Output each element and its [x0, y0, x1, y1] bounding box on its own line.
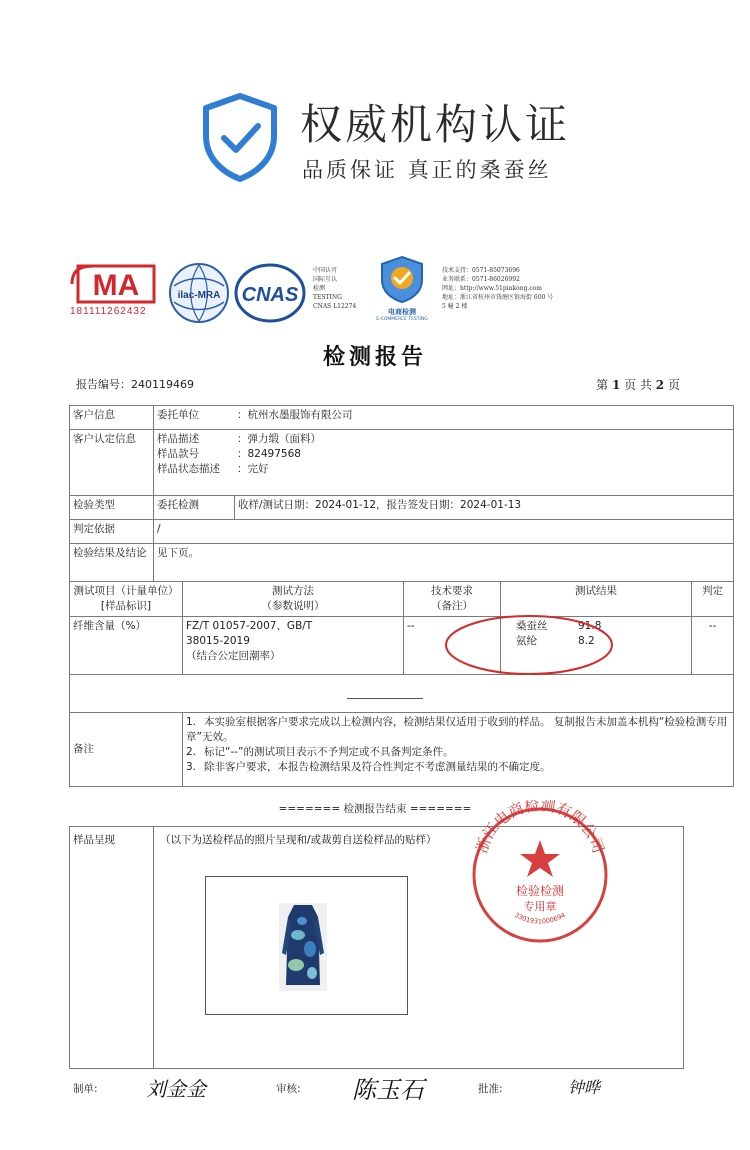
ecommerce-name: 电商检测 — [388, 308, 416, 316]
remark-number: 3. — [186, 761, 197, 773]
page-text: 页 — [667, 378, 680, 392]
cma-number: 181111262432 — [70, 306, 147, 317]
ecommerce-en: E-COMMERCE TESTING — [376, 317, 428, 322]
svg-text:3301931000694 — [513, 911, 566, 925]
separator-line — [347, 698, 423, 699]
row-judge: -- — [692, 617, 734, 675]
official-seal-stamp — [465, 800, 615, 950]
dates-value: 收样/测试日期：2024-01-12，报告签发日期：2024-01-13 — [235, 496, 734, 520]
row-method-note: （结合公定回潮率） — [186, 650, 281, 662]
cma-logo — [70, 262, 162, 306]
cnas-text-line: CNAS L12274 — [313, 303, 357, 310]
report-title: 检测报告 — [322, 344, 427, 370]
row-method-cell — [183, 617, 404, 675]
sample-state-value: ：完好 — [237, 463, 269, 475]
result-name: 氨纶 — [516, 635, 537, 647]
remark-text: 标记“--”的测试项目表示不予判定或不具备判定条件。 — [204, 746, 454, 758]
sample-dress-photo — [206, 877, 407, 1014]
remark-line — [186, 745, 730, 760]
cnas-accreditation-text — [313, 266, 373, 311]
ilac-mra-logo — [168, 262, 230, 324]
sample-no-label: 样品款号 — [157, 448, 199, 460]
test-type-label: 检验类型 — [70, 496, 154, 520]
page-text: 页 共 — [624, 378, 652, 392]
col-method-title: 测试方法 — [272, 585, 314, 597]
conclusion-label: 检验结果及结论 — [70, 544, 154, 582]
basis-label: 判定依据 — [70, 520, 154, 544]
sample-no-value: ：82497568 — [237, 448, 301, 460]
contact-info — [442, 266, 582, 311]
cnas-text-line: 检测 — [313, 285, 326, 292]
remark-line — [186, 715, 730, 745]
seal-code: 3301931000694 — [513, 911, 567, 926]
client-unit-label: 委托单位 — [157, 409, 199, 421]
cnas-logo — [234, 263, 306, 323]
result-highlight-ellipse — [443, 612, 615, 678]
col-header-method — [183, 582, 404, 617]
client-unit-cell — [154, 406, 734, 430]
sample-divider — [153, 826, 154, 1069]
col-header-item — [70, 582, 183, 617]
seal-org-name: 浙江电商检测有限公司 — [472, 800, 608, 856]
cnas-text-line: 中国认可 — [313, 267, 338, 274]
col-method-sub: （参数说明） — [261, 600, 325, 612]
result-value: 91.8 — [578, 620, 602, 632]
remark-text: 本实验室根据客户要求完成以上检测内容，检测结果仅适用于收到的样品。 复制报告未加盖本机构“检验检测专用章”无效。 — [186, 716, 728, 743]
cnas-text: CNAS — [241, 284, 299, 306]
col-item-sub: [样品标识] — [100, 600, 152, 612]
contact-line: 网址：http://www.51pinkong.com — [442, 285, 542, 292]
ecommerce-testing-logo — [370, 254, 434, 320]
ilac-text: ilac-MRA — [177, 290, 221, 301]
maker-signature: 刘金金 — [146, 1077, 206, 1101]
test-type-value: 委托检测 — [154, 496, 235, 520]
sample-desc-value: ：弹力缎（面料） — [237, 433, 321, 445]
page-text: 第 — [596, 378, 609, 392]
approve-label: 批准: — [478, 1083, 503, 1095]
cnas-text-line: TESTING — [313, 294, 342, 301]
sample-photo-frame — [205, 876, 408, 1015]
report-end-line: ======= 检测报告结束 ======= — [278, 803, 472, 815]
claim-cell — [154, 430, 734, 496]
contact-line: 地址：浙江省杭州市钱塘区银海街 600 号 — [442, 294, 554, 301]
page-indicator — [596, 376, 680, 393]
shield-check-icon — [200, 92, 280, 182]
cma-text: MA — [92, 269, 140, 302]
review-signature: 陈玉石 — [352, 1076, 424, 1104]
report-number — [76, 376, 194, 392]
cnas-text-line: 国际互认 — [313, 276, 338, 283]
remark-number: 1. — [186, 716, 197, 728]
banner-title: 权威机构认证 — [300, 100, 571, 149]
remarks-label: 备注 — [70, 713, 183, 787]
contact-line: 技术支持：0571-85073696 — [442, 267, 520, 274]
seal-dept: 检验检测 — [515, 884, 565, 898]
row-item: 纤维含量（%） — [70, 617, 183, 675]
page-total: 2 — [655, 378, 665, 392]
result-name: 桑蚕丝 — [516, 620, 548, 632]
row-requirement: -- — [404, 617, 501, 675]
col-header-judge: 判定 — [692, 582, 734, 617]
col-req-sub: （备注） — [431, 600, 473, 612]
maker-label: 制单: — [73, 1083, 98, 1095]
remark-number: 2. — [186, 746, 197, 758]
report-number-label: 报告编号： — [76, 378, 131, 391]
seal-type: 专用章 — [523, 900, 557, 913]
blank-row — [70, 675, 734, 713]
sample-label: 样品呈现 — [73, 834, 115, 846]
contact-line: 5 幢 2 楼 — [442, 303, 468, 310]
sample-desc-label: 样品描述 — [157, 433, 199, 445]
col-header-result: 测试结果 — [501, 582, 692, 617]
contact-line: 业务联系：0571-86026992 — [442, 276, 520, 283]
client-unit-value: ：杭州水墨服饰有限公司 — [237, 409, 353, 421]
sample-note: （以下为送检样品的照片呈现和/或裁剪自送检样品的贴样） — [160, 834, 437, 846]
client-info-label: 客户信息 — [70, 406, 154, 430]
conclusion-value: 见下页。 — [154, 544, 734, 582]
claim-label: 客户认定信息 — [70, 430, 154, 496]
col-req-title: 技术要求 — [431, 585, 473, 597]
remark-text: 除非客户要求，本报告检测结果及符合性判定不考虑测量结果的不确定度。 — [204, 761, 551, 773]
report-number-value: 240119469 — [131, 378, 194, 391]
approve-signature: 钟晔 — [568, 1078, 601, 1097]
remark-line — [186, 760, 730, 775]
review-label: 审核: — [276, 1083, 301, 1095]
banner-subtitle: 品质保证 真正的桑蚕丝 — [302, 158, 552, 182]
col-item-title: 测试项目（计量单位） — [73, 585, 179, 597]
sample-state-label: 样品状态描述 — [157, 463, 220, 475]
report-table — [69, 405, 734, 787]
remarks-cell — [183, 713, 734, 787]
basis-value: / — [154, 520, 734, 544]
row-method: FZ/T 01057-2007、GB/T 38015-2019 — [186, 620, 313, 647]
result-value: 8.2 — [578, 635, 595, 647]
page-current: 1 — [611, 378, 621, 392]
